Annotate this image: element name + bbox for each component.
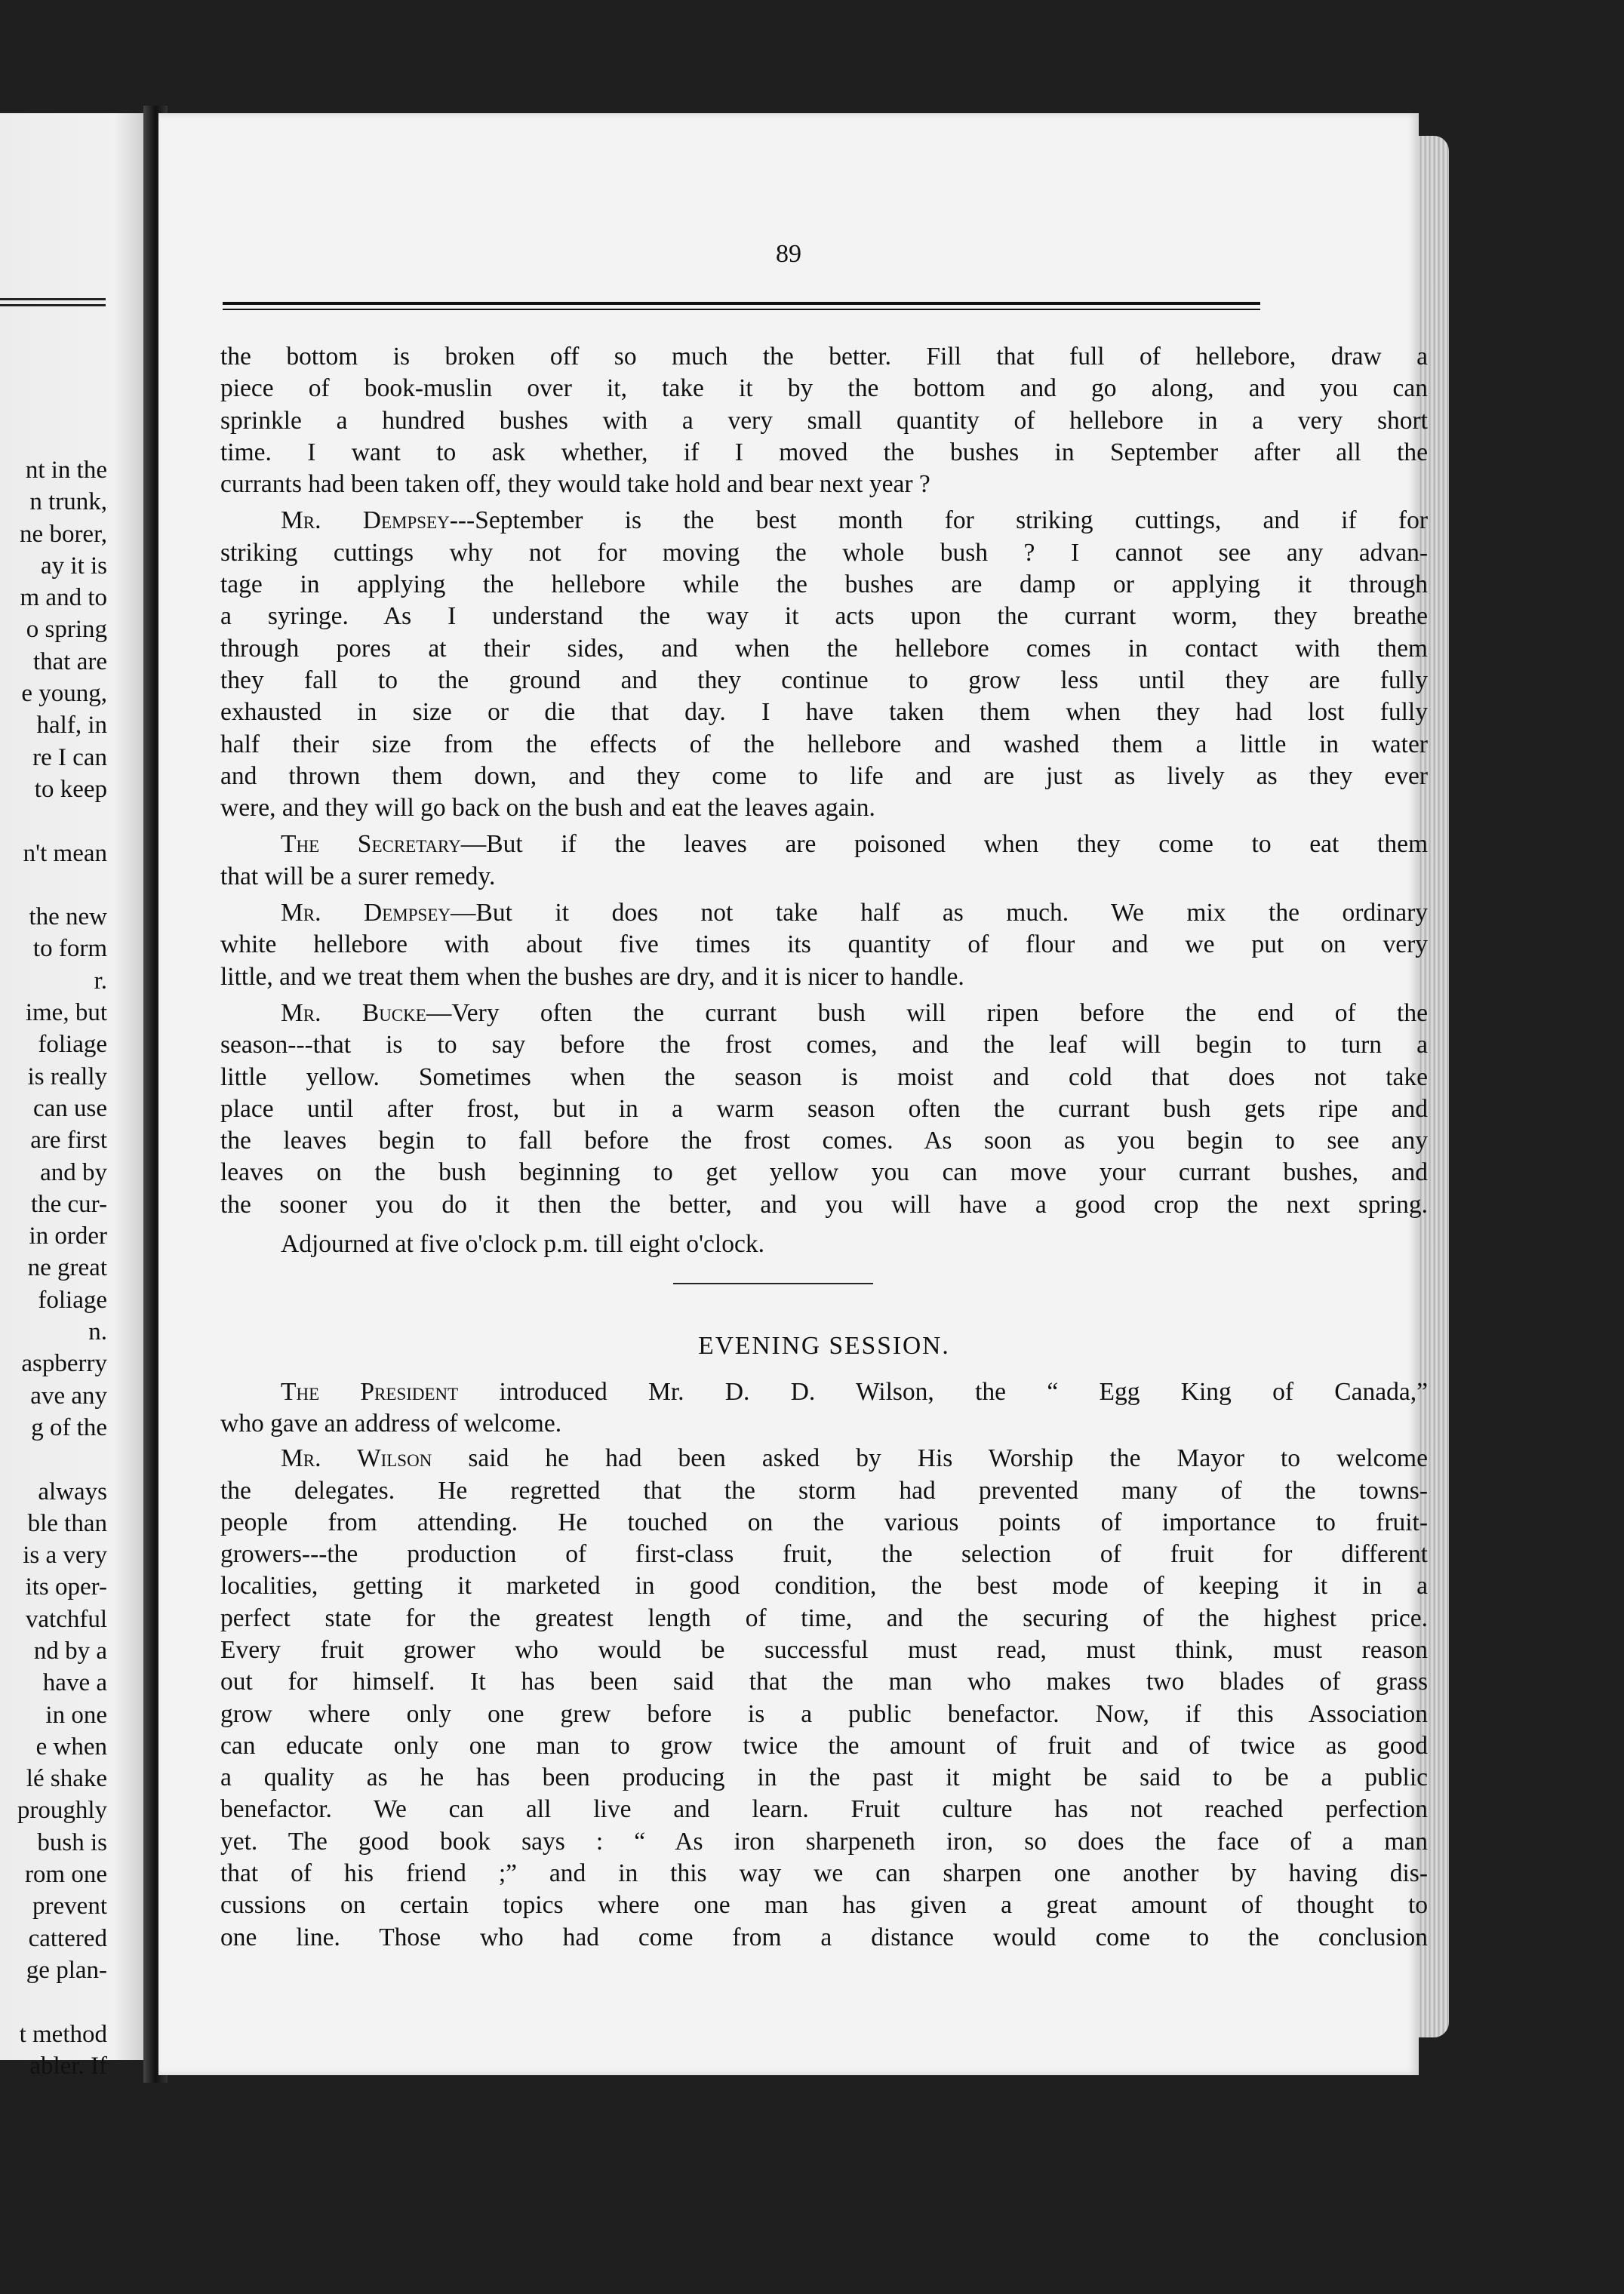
text-line: perfect state for the greatest length of time, and the securing of the highest price. [220, 1604, 1428, 1632]
left-page-line: foliage [38, 1031, 107, 1059]
left-page-line: always [38, 1478, 107, 1505]
text-line: benefactor. We can all live and learn. Fruit culture has not reached perfection [220, 1795, 1428, 1824]
text-line: the leaves begin to fall before the frost comes. As soon as you begin to see any [220, 1127, 1428, 1155]
text-line: little, and we treat them when the bushes are dry, and it is nicer to handle. [220, 962, 964, 991]
left-page-line: to keep [34, 775, 107, 803]
session-heading: EVENING SESSION. [698, 1332, 950, 1361]
left-page-line: to form [32, 935, 107, 963]
left-page-line: is really [27, 1062, 107, 1090]
paragraph-3 [220, 829, 1428, 893]
left-page-line: re I can [32, 743, 107, 771]
left-page-line: ble than [27, 1509, 107, 1537]
text-line: yet. The good book says : “ As iron sharpeneth iron, so does the face of a man [220, 1827, 1428, 1856]
left-page-line: e young, [21, 680, 107, 708]
paragraph-7 [220, 1443, 1428, 1954]
left-page-line: aspberry [21, 1350, 107, 1378]
left-page-rule [0, 304, 106, 306]
speaker-name: Mr. Dempsey [281, 506, 450, 535]
text-line: little yellow. Sometimes when the season is moist and cold that does not take [220, 1062, 1428, 1091]
text-line: who gave an address of welcome. [220, 1409, 562, 1438]
left-page-line: t method [19, 2020, 107, 2048]
text-line: localities, getting it marketed in good condition, the best mode of keeping it in a [220, 1572, 1428, 1601]
text-line: the sooner you do it then the better, and you will have a good crop the next spring. [220, 1190, 1428, 1219]
text-line: season---that is to say before the frost comes, and the leaf will begin to turn a [220, 1031, 1428, 1059]
left-page-line: foliage [38, 1286, 107, 1314]
left-page-line: n. [88, 1318, 107, 1346]
left-page-line: have a [42, 1669, 107, 1697]
left-page-line: ime, but [25, 999, 107, 1027]
text-line: white hellebore with about five times its quantity of flour and we put on very [220, 930, 1428, 959]
left-page-line: ge plan- [26, 1956, 107, 1984]
speaker-name: Mr. Dempsey [281, 899, 451, 927]
left-page-line: half, in [36, 712, 107, 740]
left-page-line: bush is [37, 1828, 107, 1856]
left-page-line: lé shake [26, 1765, 107, 1793]
left-page-line [17, 805, 107, 837]
page-number: 89 [776, 240, 801, 268]
text-line: Mr. Dempsey---September is the best month for striking cuttings, and if for [281, 506, 1428, 535]
left-page-line [17, 1444, 107, 1475]
text-line: exhausted in size or die that day. I have taken them when they had lost fully [220, 698, 1428, 727]
text-line: the bottom is broken off so much the better. Fill that full of hellebore, draw a [220, 343, 1428, 371]
left-page-line: r. [94, 967, 107, 995]
speaker-name: Mr. Bucke [281, 998, 426, 1027]
left-page-text [17, 454, 107, 2082]
speaker-name: The Secretary [281, 830, 461, 859]
text-line: leaves on the bush beginning to get yellow you can move your currant bushes, and [220, 1158, 1428, 1187]
left-page-rule [0, 298, 106, 300]
text-line: cussions on certain topics where one man has given a great amount of thought to [220, 1891, 1428, 1920]
adjourned-line: Adjourned at five o'clock p.m. till eight o'clock. [281, 1230, 764, 1259]
section-divider [220, 1260, 1428, 1308]
left-page-line [17, 1986, 107, 2018]
left-page-line: nd by a [33, 1637, 107, 1665]
text-line: Mr. Bucke—Very often the currant bush will ripen before the end of the [281, 998, 1428, 1027]
left-page-line: are first [30, 1127, 107, 1155]
text-line: sprinkle a hundred bushes with a very small quantity of hellebore in a very short [220, 406, 1428, 435]
text-line: currants had been taken off, they would take hold and bear next year ? [220, 470, 930, 499]
left-page-line: prevent [32, 1893, 107, 1920]
text-line: grow where only one grew before is a public benefactor. Now, if this Association [220, 1699, 1428, 1728]
left-page-line: the new [29, 903, 107, 931]
header-rule-thin [223, 309, 1260, 310]
text-line: The Secretary—But if the leaves are poisoned when they come to eat them [281, 830, 1429, 859]
left-page-line: its oper- [25, 1573, 107, 1601]
text-line: people from attending. He touched on the various points of importance to fruit- [220, 1508, 1428, 1536]
left-page-line: n't mean [23, 839, 107, 867]
text-line: a quality as he has been producing in the past it might be said to be a public [220, 1764, 1428, 1792]
text-line: they fall to the ground and they continue to grow less until they are fully [220, 666, 1428, 694]
text-line: tage in applying the hellebore while the bushes are damp or applying it through [220, 570, 1428, 599]
text-line: through pores at their sides, and when the hellebore comes in contact with them [220, 634, 1428, 663]
text-line: growers---the production of first-class fruit, the selection of fruit for different [220, 1540, 1428, 1569]
left-page-line: m and to [20, 584, 107, 612]
left-page-line: o spring [26, 616, 107, 644]
header-rule-thick [223, 302, 1260, 305]
left-page-line: proughly [17, 1797, 107, 1825]
left-page-line: can use [32, 1094, 107, 1122]
paragraph-4 [220, 897, 1428, 993]
speaker-name: Mr. Wilson [281, 1444, 432, 1473]
left-page-line: n trunk, [29, 488, 107, 516]
previous-page-fragment [0, 113, 143, 2080]
left-page-line: ay it is [41, 552, 107, 580]
left-page-line: ne borer, [20, 520, 107, 548]
left-page-line: abler. If [29, 2052, 107, 2080]
left-page-line: g of the [31, 1413, 107, 1441]
text-line: piece of book-muslin over it, take it by the bottom and go along, and you can [220, 374, 1428, 403]
text-line: a syringe. As I understand the way it acts upon the currant worm, they breathe [220, 602, 1428, 631]
text-line: The President introduced Mr. D. D. Wilson, the “ Egg King of Canada,” [281, 1377, 1428, 1406]
text-line: place until after frost, but in a warm season often the currant bush gets ripe and [220, 1094, 1428, 1123]
text-line: Mr. Dempsey—But it does not take half as much. We mix the ordinary [281, 899, 1428, 927]
text-line: that of his friend ;” and in this way we can sharpen one another by having dis- [220, 1859, 1428, 1888]
left-page-line [17, 869, 107, 901]
text-line: Every fruit grower who would be successful must read, must think, must reason [220, 1635, 1428, 1664]
left-page-line: vatchful [25, 1605, 107, 1633]
paragraph-5 [220, 998, 1428, 1221]
speaker-name: The President [281, 1377, 459, 1406]
page [158, 113, 1429, 2075]
text-line: the delegates. He regretted that the storm had prevented many of the towns- [220, 1476, 1428, 1505]
left-page-line: that are [32, 647, 107, 675]
text-line: can educate only one man to grow twice the amount of fruit and of twice as good [220, 1731, 1428, 1760]
paragraph-6 [220, 1376, 1428, 1441]
text-line: were, and they will go back on the bush and eat the leaves again. [220, 794, 875, 823]
text-line: Mr. Wilson said he had been asked by His Worship the Mayor to welcome [281, 1444, 1428, 1473]
text-line: striking cuttings why not for moving the whole bush ? I cannot see any advan- [220, 538, 1428, 567]
left-page-line: and by [40, 1158, 107, 1186]
left-page-line: e when [35, 1733, 107, 1760]
left-page-line: ne great [27, 1254, 107, 1282]
text-line: one line. Those who had come from a distance would come to the conclusion [220, 1923, 1428, 1951]
page-body [220, 341, 1428, 1954]
left-page-line: is a very [23, 1542, 107, 1570]
text-line: time. I want to ask whether, if I moved the bushes in September after all the [220, 438, 1428, 466]
text-line: out for himself. It has been said that the man who makes two blades of grass [220, 1668, 1428, 1696]
left-page-line: the cur- [30, 1190, 107, 1218]
left-page-line: nt in the [25, 457, 107, 484]
left-page-line: in one [45, 1701, 107, 1729]
text-line: that will be a surer remedy. [220, 862, 496, 890]
left-page-line: in order [29, 1222, 107, 1250]
left-page-line: ave any [30, 1382, 107, 1410]
left-page-line: cattered [28, 1924, 107, 1952]
paragraph-2 [220, 505, 1428, 824]
left-page-line: rom one [24, 1861, 107, 1889]
text-line: half their size from the effects of the hellebore and washed them a little in water [220, 730, 1428, 758]
text-line: and thrown them down, and they come to life and are just as lively as they ever [220, 761, 1428, 790]
paragraph-1 [220, 341, 1428, 500]
